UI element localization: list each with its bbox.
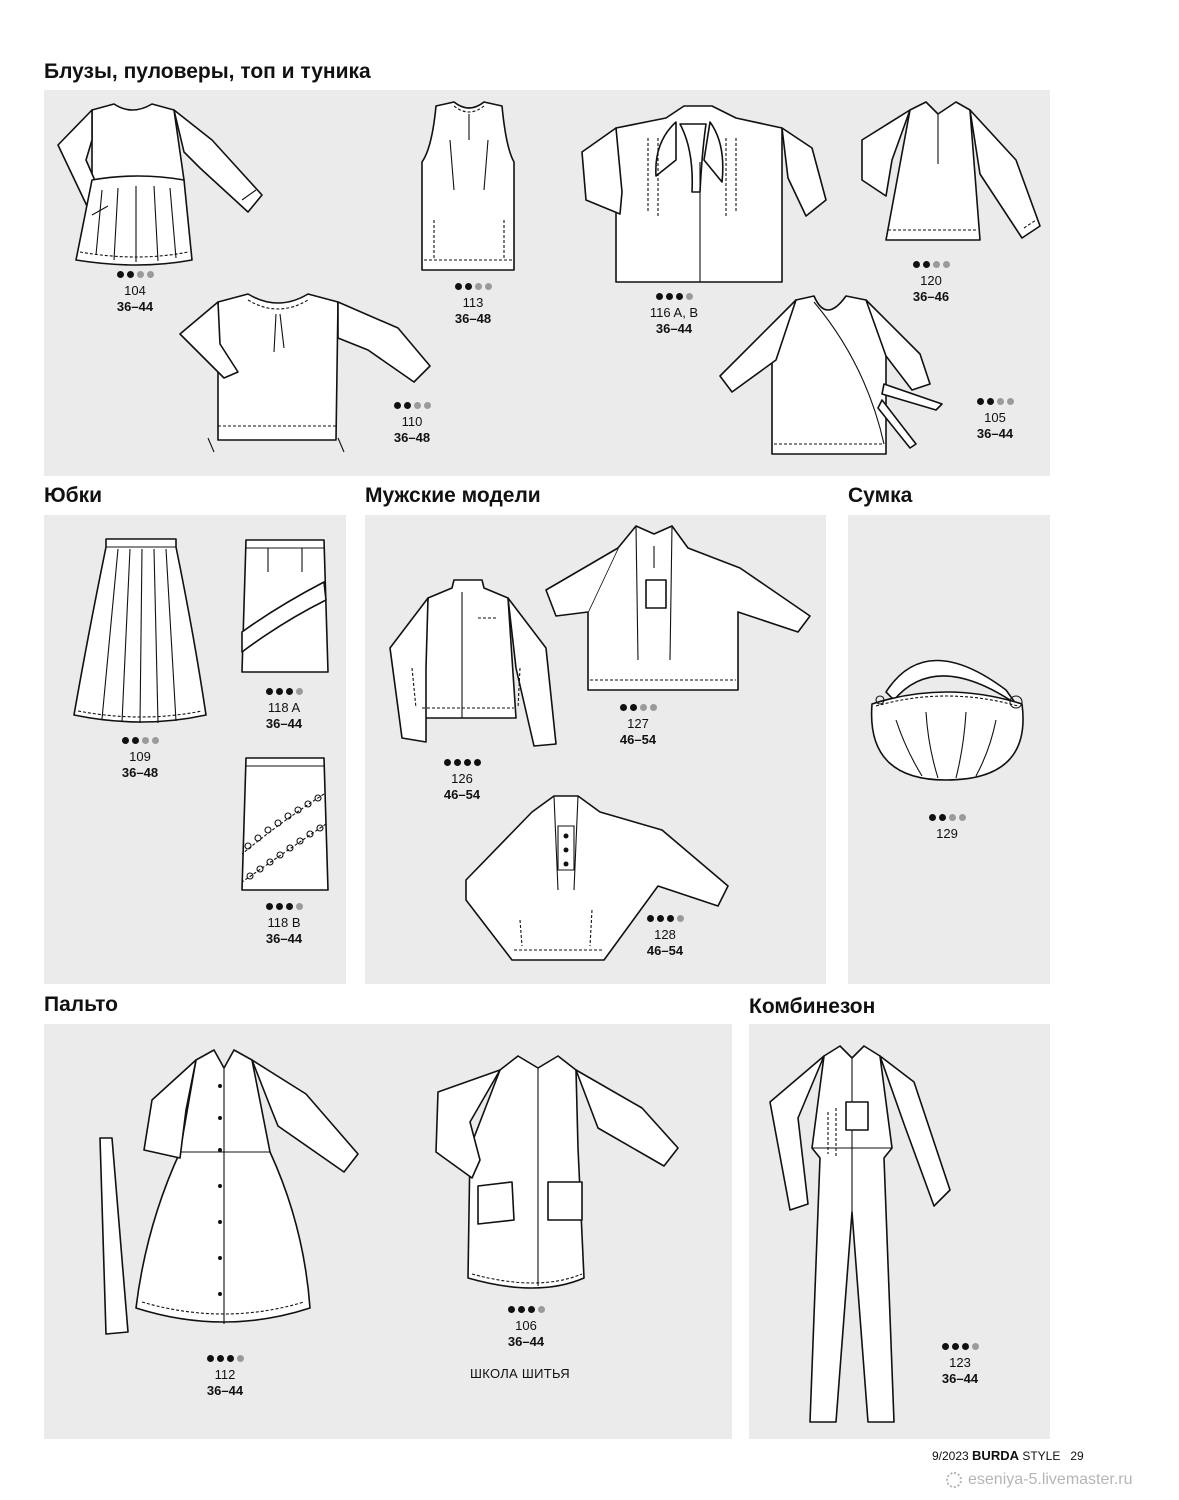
- label-116: [619, 293, 729, 337]
- model-sizes: 36–44: [976, 426, 1014, 441]
- section-title-blouses: Блузы, пуловеры, топ и туника: [44, 60, 371, 83]
- label-129: [892, 814, 1002, 842]
- model-sizes: 36–44: [265, 716, 303, 731]
- model-number: 106: [515, 1318, 537, 1333]
- label-113: [418, 283, 528, 327]
- difficulty-dots: [85, 737, 195, 747]
- sketch-116-bow-blouse: [576, 102, 832, 292]
- brand-name: BURDA: [972, 1448, 1019, 1463]
- brand-suffix: STYLE: [1022, 1449, 1061, 1463]
- sketch-104-peplum-blouse: [52, 100, 268, 270]
- difficulty-dots: [418, 283, 528, 293]
- model-number: 123: [949, 1355, 971, 1370]
- model-number: 118 B: [267, 915, 301, 930]
- issue-number: 9/2023: [932, 1449, 969, 1463]
- model-sizes: 36–44: [507, 1334, 545, 1349]
- sewing-school-note: ШКОЛА ШИТЬЯ: [470, 1366, 570, 1381]
- flower-icon: [946, 1472, 962, 1488]
- sketch-129-hobo-bag: [866, 630, 1034, 782]
- label-118a: [229, 688, 339, 732]
- model-number: 120: [920, 273, 942, 288]
- sketch-112-belted-coat: [96, 1046, 362, 1340]
- model-number: 127: [627, 716, 649, 731]
- sketch-127-raglan-pullover: [542, 520, 814, 692]
- sketch-113-tunic: [414, 100, 524, 276]
- sketch-109-pleated-skirt: [72, 535, 208, 727]
- model-sizes: 36–48: [121, 765, 159, 780]
- label-106: [471, 1306, 581, 1350]
- difficulty-dots: [471, 1306, 581, 1316]
- difficulty-dots: [170, 1355, 280, 1365]
- model-sizes: 36–44: [265, 931, 303, 946]
- model-sizes: 36–46: [912, 289, 950, 304]
- label-126: [407, 759, 517, 803]
- difficulty-dots: [619, 293, 729, 303]
- sketch-120-stand-collar-blouse: [856, 100, 1046, 248]
- section-title-bag: Сумка: [848, 484, 913, 507]
- model-number: 110: [401, 414, 423, 429]
- difficulty-dots: [229, 688, 339, 698]
- label-112: [170, 1355, 280, 1399]
- model-number: 109: [129, 749, 151, 764]
- page-footer: [932, 1448, 1084, 1463]
- difficulty-dots: [80, 271, 190, 281]
- label-123: [905, 1343, 1015, 1387]
- section-title-mens: Мужские модели: [365, 484, 541, 507]
- sketch-118b-skirt-eyelets: [238, 754, 332, 894]
- difficulty-dots: [892, 814, 1002, 824]
- model-sizes: 46–54: [619, 732, 657, 747]
- label-105: [940, 398, 1050, 442]
- label-110: [357, 402, 467, 446]
- difficulty-dots: [357, 402, 467, 412]
- model-sizes: 36–44: [116, 299, 154, 314]
- section-title-coats: Пальто: [44, 993, 119, 1016]
- difficulty-dots: [407, 759, 517, 769]
- difficulty-dots: [905, 1343, 1015, 1353]
- model-sizes: 36–44: [941, 1371, 979, 1386]
- difficulty-dots: [940, 398, 1050, 408]
- label-118b: [229, 903, 339, 947]
- model-number: 129: [936, 826, 958, 841]
- label-127: [583, 704, 693, 748]
- page-number: 29: [1070, 1449, 1084, 1463]
- model-number: 112: [214, 1367, 236, 1382]
- difficulty-dots: [610, 915, 720, 925]
- section-title-skirts: Юбки: [44, 484, 103, 507]
- model-sizes: 46–54: [443, 787, 481, 802]
- difficulty-dots: [876, 261, 986, 271]
- model-number: 113: [462, 295, 484, 310]
- label-109: [85, 737, 195, 781]
- model-number: 118 A: [267, 700, 301, 715]
- model-sizes: 36–48: [454, 311, 492, 326]
- sketch-105-wrap-top: [716, 294, 946, 466]
- model-number: 105: [984, 410, 1006, 425]
- difficulty-dots: [583, 704, 693, 714]
- label-104: [80, 271, 190, 315]
- label-120: [876, 261, 986, 305]
- model-sizes: 36–44: [655, 321, 693, 336]
- label-128: [610, 915, 720, 959]
- model-number: 126: [451, 771, 473, 786]
- watermark-text: eseniya-5.livemaster.ru: [968, 1471, 1133, 1488]
- model-sizes: 36–48: [393, 430, 431, 445]
- model-sizes: 36–44: [206, 1383, 244, 1398]
- model-number: 128: [654, 927, 676, 942]
- difficulty-dots: [229, 903, 339, 913]
- sketch-106-shirt-jacket: [428, 1048, 688, 1300]
- model-sizes: 46–54: [646, 943, 684, 958]
- model-number: 104: [124, 283, 146, 298]
- sketch-118a-pencil-skirt: [238, 536, 332, 676]
- watermark: [946, 1471, 1133, 1489]
- model-number: 116 A, B: [649, 305, 699, 320]
- section-title-jumpsuit: Комбинезон: [749, 995, 876, 1018]
